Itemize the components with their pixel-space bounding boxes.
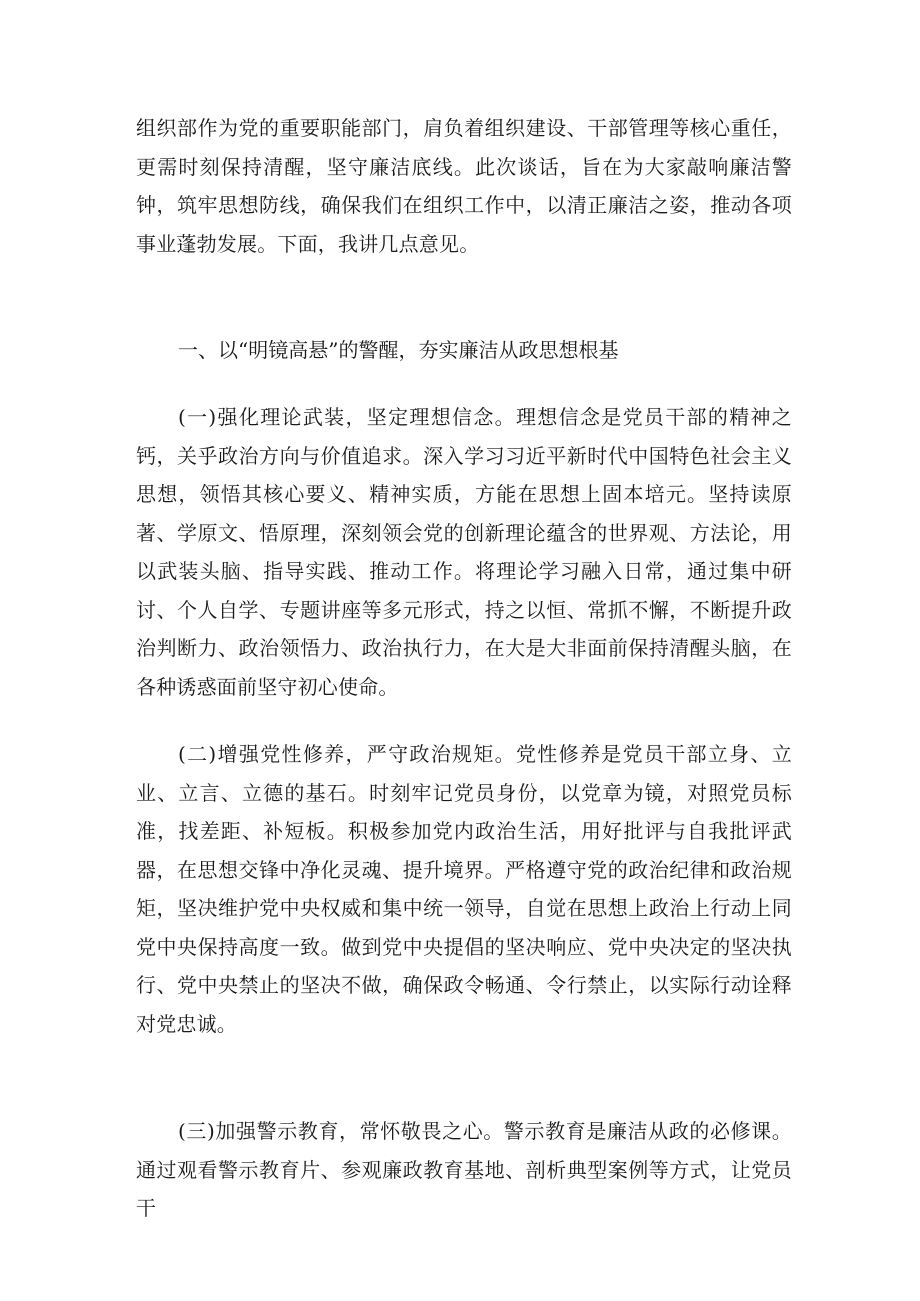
paragraph-3: (三)加强警示教育，常怀敬畏之心。警示教育是廉洁从政的必修课。通过观看警示教育片、参观廉政教育基地、剖析典型案例等方式，让党员干	[136, 1119, 792, 1220]
section-heading: 一、以“明镜高悬”的警醒，夯实廉洁从政思想根基	[178, 338, 619, 362]
paragraph-1: (一)强化理论武装，坚定理想信念。理想信念是党员干部的精神之钙，关乎政治方向与价值追求。深入学习习近平新时代中国特色社会主义思想，领悟其核心要义、精神实质，方能在思想上固本培元。坚持读原著、学原文、悟原理，深刻领会党的创新理论蕴含的世界观、方法论，用以武装头脑、指导实践、推动工作。将理论学习融入日常，通过集中研讨、个人自学、专题讲座等多元形式，持之以恒、常抓不懈，不断提升政治判断力、政治领悟力、政治执行力，在大是大非面前保持清醒头脑，在各种诱惑面前坚守初心使命。	[136, 405, 792, 699]
intro-paragraph: 组织部作为党的重要职能部门，肩负着组织建设、干部管理等核心重任，更需时刻保持清醒，坚守廉洁底线。此次谈话，旨在为大家敲响廉洁警钟，筑牢思想防线，确保我们在组织工作中，以清正廉洁之姿，推动各项事业蓬勃发展。下面，我讲几点意见。	[136, 116, 792, 256]
paragraph-2: (二)增强党性修养，严守政治规矩。党性修养是党员干部立身、立业、立言、立德的基石。时刻牢记党员身份，以党章为镜，对照党员标准，找差距、补短板。积极参加党内政治生活，用好批评与自我批评武器，在思想交锋中净化灵魂、提升境界。严格遵守党的政治纪律和政治规矩，坚决维护党中央权威和集中统一领导，自觉在思想上政治上行动上同党中央保持高度一致。做到党中央提倡的坚决响应、党中央决定的坚决执行、党中央禁止的坚决不做，确保政令畅通、令行禁止，以实际行动诠释对党忠诚。	[136, 742, 792, 1036]
